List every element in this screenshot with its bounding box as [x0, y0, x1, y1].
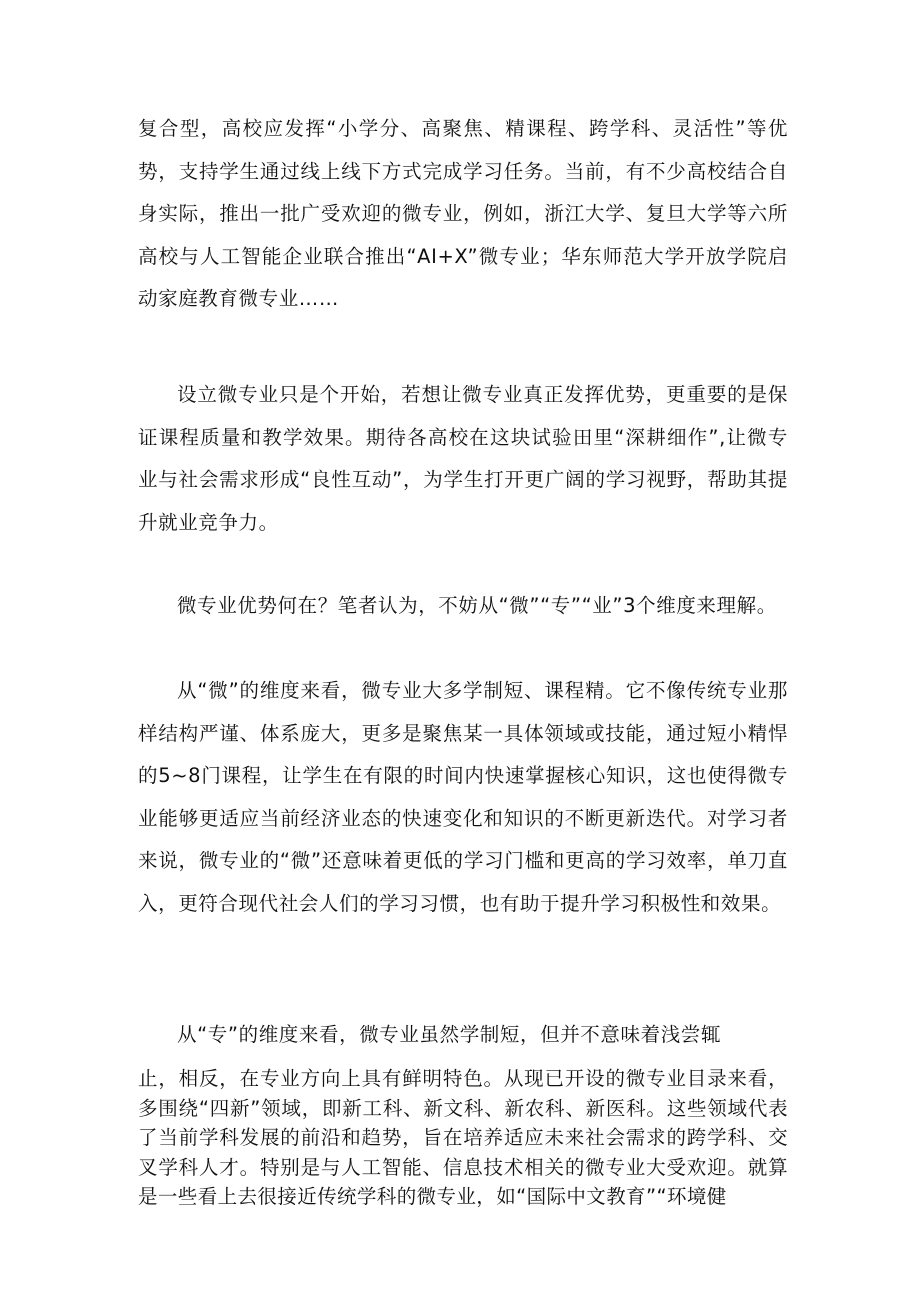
- paragraph-1: 复合型，高校应发挥“小学分、高聚焦、精课程、跨学科、灵活性”等优势，支持学生通过线上线下方式完成学习任务。当前，有不少高校结合自身实际，推出一批广受欢迎的微专业，例如，浙江大学、复旦大学等六所高校与人工智能企业联合推出“AI+X”微专业；华东师范大学开放学院启动家庭教育微专业……: [138, 117, 788, 310]
- paragraph-3: 微专业优势何在？笔者认为，不妨从“微”“专”“业”3个维度来理解。: [177, 594, 777, 617]
- paragraph-2: 设立微专业只是个开始，若想让微专业真正发挥优势，更重要的是保证课程质量和教学效果。期待各高校在这块试验田里“深耕细作”,让微专业与社会需求形成“良性互动”，为学生打开更广阔的学习视野，帮助其提升就业竞争力。: [138, 383, 788, 534]
- paragraph-6: 止，相反，在专业方向上具有鲜明特色。从现已开设的微专业目录来看，多围绕“四新”领域，即新工科、新文科、新农科、新医科。这些领域代表了当前学科发展的前沿和趋势，旨在培养适应未来社会需求的跨学科、交叉学科人才。特别是与人工智能、信息技术相关的微专业大受欢迎。就算是一些看上去很接近传统学科的微专业，如“国际中文教育”“环境健: [138, 1067, 788, 1209]
- paragraph-5: 从“专”的维度来看，微专业虽然学制短，但并不意味着浅尝辄: [177, 1023, 722, 1046]
- paragraph-4: 从“微”的维度来看，微专业大多学制短、课程精。它不像传统专业那样结构严谨、体系庞大，更多是聚焦某一具体领域或技能，通过短小精悍的5~8门课程，让学生在有限的时间内快速掌握核心知识，这也使得微专业能够更适应当前经济业态的快速变化和知识的不断更新迭代。对学习者来说，微专业的“微”还意味着更低的学习门槛和更高的学习效率，单刀直入，更符合现代社会人们的学习习惯，也有助于提升学习积极性和效果。: [138, 679, 788, 915]
